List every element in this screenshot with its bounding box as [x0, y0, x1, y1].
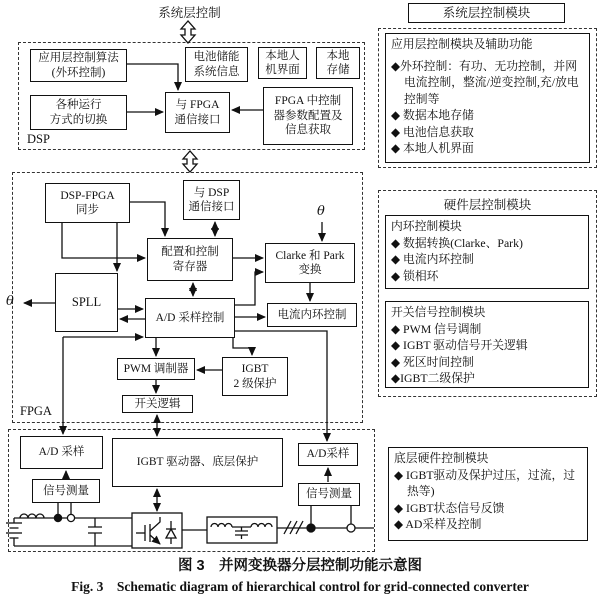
block-clarke-park-transform: Clarke 和 Park 变换	[265, 243, 355, 283]
panel-bottom-item: ◆ IGBT状态信号反馈	[394, 500, 505, 515]
arrow-sync-to-configreg-left	[62, 223, 145, 258]
current-sensor-node-right	[307, 524, 315, 532]
arrow-sync-to-configreg-top	[130, 202, 165, 236]
panel-bottom-hardware-module	[388, 447, 588, 541]
block-igbt-level2-protection: IGBT 2 级保护	[222, 357, 288, 396]
block-config-control-registers: 配置和控制 寄存器	[147, 238, 233, 281]
block-signal-measurement-right: 信号测量	[298, 483, 360, 506]
panel-inner-loop-module	[385, 215, 589, 289]
panel-system-module	[385, 33, 590, 163]
theta-input-symbol: θ	[317, 204, 325, 219]
block-current-inner-loop: 电流内环控制	[267, 303, 357, 327]
panel-bottom-header: 底层硬件控制模块	[394, 451, 489, 465]
panel-title-hardware-module: 硬件层控制模块	[443, 198, 532, 212]
block-igbt-driver-protection: IGBT 驱动器、底层保护	[112, 438, 283, 487]
panel-switch-header: 开关信号控制模块	[391, 305, 486, 319]
dc-capacitor	[88, 518, 102, 546]
panel-inner-loop-item: ◆ 锁相环	[391, 268, 439, 283]
block-signal-measurement-left: 信号测量	[32, 479, 100, 503]
figure-caption-en: Fig. 3 Schematic diagram of hierarchical control for grid-connected converter	[71, 579, 529, 594]
theta-output-symbol: θ	[6, 294, 14, 309]
block-pwm-modulator: PWM 调制器	[117, 358, 195, 380]
block-local-hmi: 本地人 机界面	[258, 47, 307, 79]
block-ad-sampling-right: A/D采样	[298, 443, 358, 466]
panel-switch-item: ◆ PWM 信号调制	[391, 321, 482, 336]
panel-switch-item: ◆ 死区时间控制	[391, 354, 474, 369]
block-fpga-param-config: FPGA 中控制 器参数配置及 信息获取	[263, 87, 353, 145]
dsp-section-label: DSP	[27, 132, 50, 146]
system-level-control-label: 系统层控制	[158, 6, 221, 20]
block-ad-sampling-left: A/D 采样	[20, 436, 103, 469]
igbt-module-box	[132, 513, 182, 548]
panel-switch-signal-module	[385, 301, 589, 388]
block-battery-storage-info: 电池储能 系统信息	[185, 47, 248, 82]
panel-title-system-module: 系统层控制模块	[408, 3, 565, 23]
block-app-layer-algorithm: 应用层控制算法 (外环控制)	[30, 49, 127, 82]
block-switch-logic: 开关逻辑	[122, 395, 193, 413]
block-ad-sampling-control: A/D 采样控制	[145, 298, 235, 338]
panel-switch-item: ◆ IGBT 驱动信号开关逻辑	[391, 338, 528, 352]
system-level-flow-arrow	[181, 21, 195, 43]
panel-system-header: 应用层控制模块及辅助功能	[391, 37, 533, 51]
panel-system-item: ◆ 本地人机界面	[391, 141, 474, 155]
block-fpga-comm-interface: 与 FPGA 通信接口	[165, 92, 230, 133]
panel-system-item: ◆外环控制：有功、无功控制，并网电流控制，整流/逆变控制,充/放电控制等	[391, 58, 579, 106]
block-spll: SPLL	[55, 273, 118, 332]
panel-inner-loop-item: ◆ 数据转换(Clarke、Park)	[391, 235, 523, 250]
voltage-sensor-node-right	[347, 524, 355, 532]
panel-system-item: ◆ 电池信息获取	[391, 124, 474, 139]
panel-bottom-item: ◆ IGBT驱动及保护过压，过流，过热等)	[394, 467, 576, 498]
three-phase-slashes	[284, 521, 303, 534]
current-sensor-node-left	[54, 514, 61, 521]
arrow-appalgo-to-fpgacomm	[127, 64, 178, 90]
panel-bottom-item: ◆ AD采样及控制	[394, 517, 482, 531]
figure-caption-zh: 图 3 并网变换器分层控制功能示意图	[177, 558, 423, 574]
block-local-storage: 本地 存储	[316, 47, 360, 79]
dsp-fpga-flow-arrow	[183, 151, 197, 172]
arrow-adctrl-to-clarke	[235, 272, 263, 305]
panel-inner-loop-header: 内环控制模块	[391, 219, 462, 233]
block-dsp-comm-interface: 与 DSP 通信接口	[183, 180, 240, 220]
arrow-adctrl-to-igbtprot	[233, 338, 252, 355]
panel-switch-item: ◆IGBT二级保护	[391, 371, 475, 385]
fpga-section-label: FPGA	[20, 404, 52, 418]
panel-system-item: ◆ 数据本地存储	[391, 108, 474, 122]
panel-inner-loop-item: ◆ 电流内环控制	[391, 252, 474, 266]
voltage-sensor-node-left	[67, 514, 74, 521]
block-dsp-fpga-sync: DSP-FPGA 同步	[45, 183, 130, 223]
block-operation-mode-switch: 各种运行 方式的切换	[30, 95, 127, 130]
